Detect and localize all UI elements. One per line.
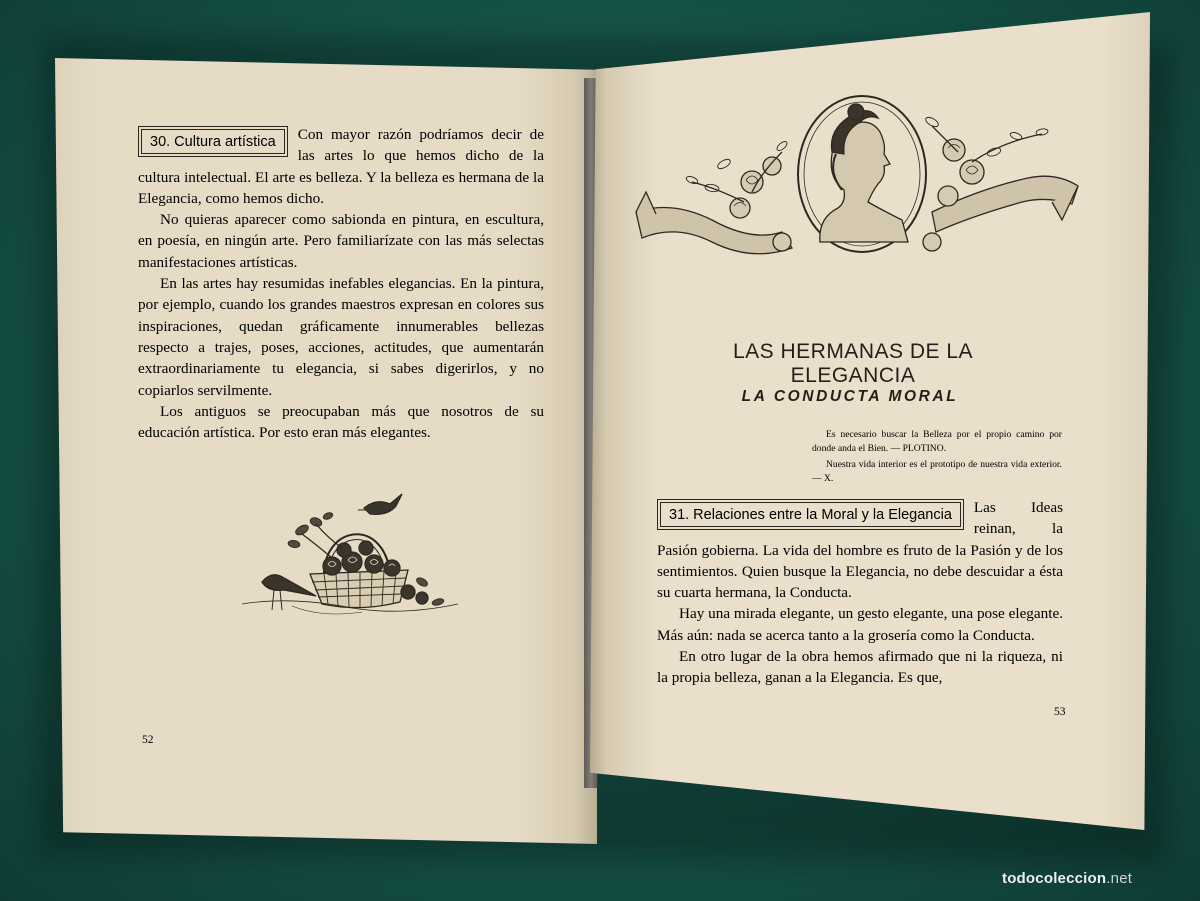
right-paragraph-2: Hay una mirada elegante, un gesto elegante, una pose elegante. Más aún: nada se acerca tanto a la grosería como la Conducta. (657, 605, 1063, 644)
watermark-logo (1002, 870, 1132, 887)
section-30-label-box (138, 126, 288, 157)
section-30-label: 30. Cultura artística (141, 129, 285, 154)
watermark-domain: .net (1106, 870, 1133, 887)
right-paragraph-3: En otro lugar de la obra hemos afirmado que ni la riqueza, ni la propia belleza, ganan a la Elegancia. Es que, (657, 648, 1063, 687)
right-page-text (657, 497, 1063, 689)
left-paragraph-4: Los antiguos se preocupaban más que nosotros de su educación artística. Por esto eran más elegantes. (138, 402, 544, 442)
epigraph (812, 428, 1062, 488)
left-page-number: 52 (142, 734, 154, 746)
section-31-label-box (657, 499, 964, 530)
cameo-illustration (632, 92, 1080, 284)
right-paragraph-1 (657, 497, 1063, 603)
left-paragraph-2: No quieras aparecer como sabionda en pintura, en escultura, en poesía, en ningún arte. Pero familiarízate con las más selectas manifestaciones artísticas. (138, 211, 544, 271)
watermark-text: todocoleccion (1002, 870, 1107, 887)
right-page-number: 53 (1054, 706, 1066, 718)
right-paragraph-1-text: Las Ideas reinan, la Pasión gobierna. La vida del hombre es fruto de la Pasión y de los sentimientos. Quien busque la Elegancia, no debe descuidar a ésta su cuarta hermana, la Conducta. (657, 499, 1063, 602)
section-31-label: 31. Relaciones entre la Moral y la Elegancia (660, 502, 961, 527)
left-paragraph-1-text: Con mayor razón podríamos decir de las artes lo que hemos dicho de la cultura intelectual. El arte es belleza. Y la belleza es hermana de la Elegancia, como hemos dicho. (138, 126, 544, 207)
left-page-text (138, 124, 544, 443)
left-paragraph-3: En las artes hay resumidas inefables elegancias. En la pintura, por ejemplo, cuando los grandes maestros expresan en colores sus inspiraciones, quedan gráficamente innumerables bellezas respecto a trajes, poses, acciones, actitudes, que aumentarán extraordinariamente tu elegancia, si sabes digerirlos, y no copiarlos servilmente. (138, 275, 544, 399)
epigraph-2: Nuestra vida interior es el prototipo de nuestra vida exterior. — X. (812, 459, 1062, 484)
epigraph-1: Es necesario buscar la Belleza por el propio camino por donde anda el Bien. — PLOTINO. (812, 429, 1062, 454)
left-paragraph-1 (138, 124, 544, 209)
basket-illustration (232, 486, 464, 626)
chapter-title: LAS HERMANAS DE LA ELEGANCIA (732, 340, 974, 387)
chapter-subtitle: LA CONDUCTA MORAL (741, 388, 959, 405)
